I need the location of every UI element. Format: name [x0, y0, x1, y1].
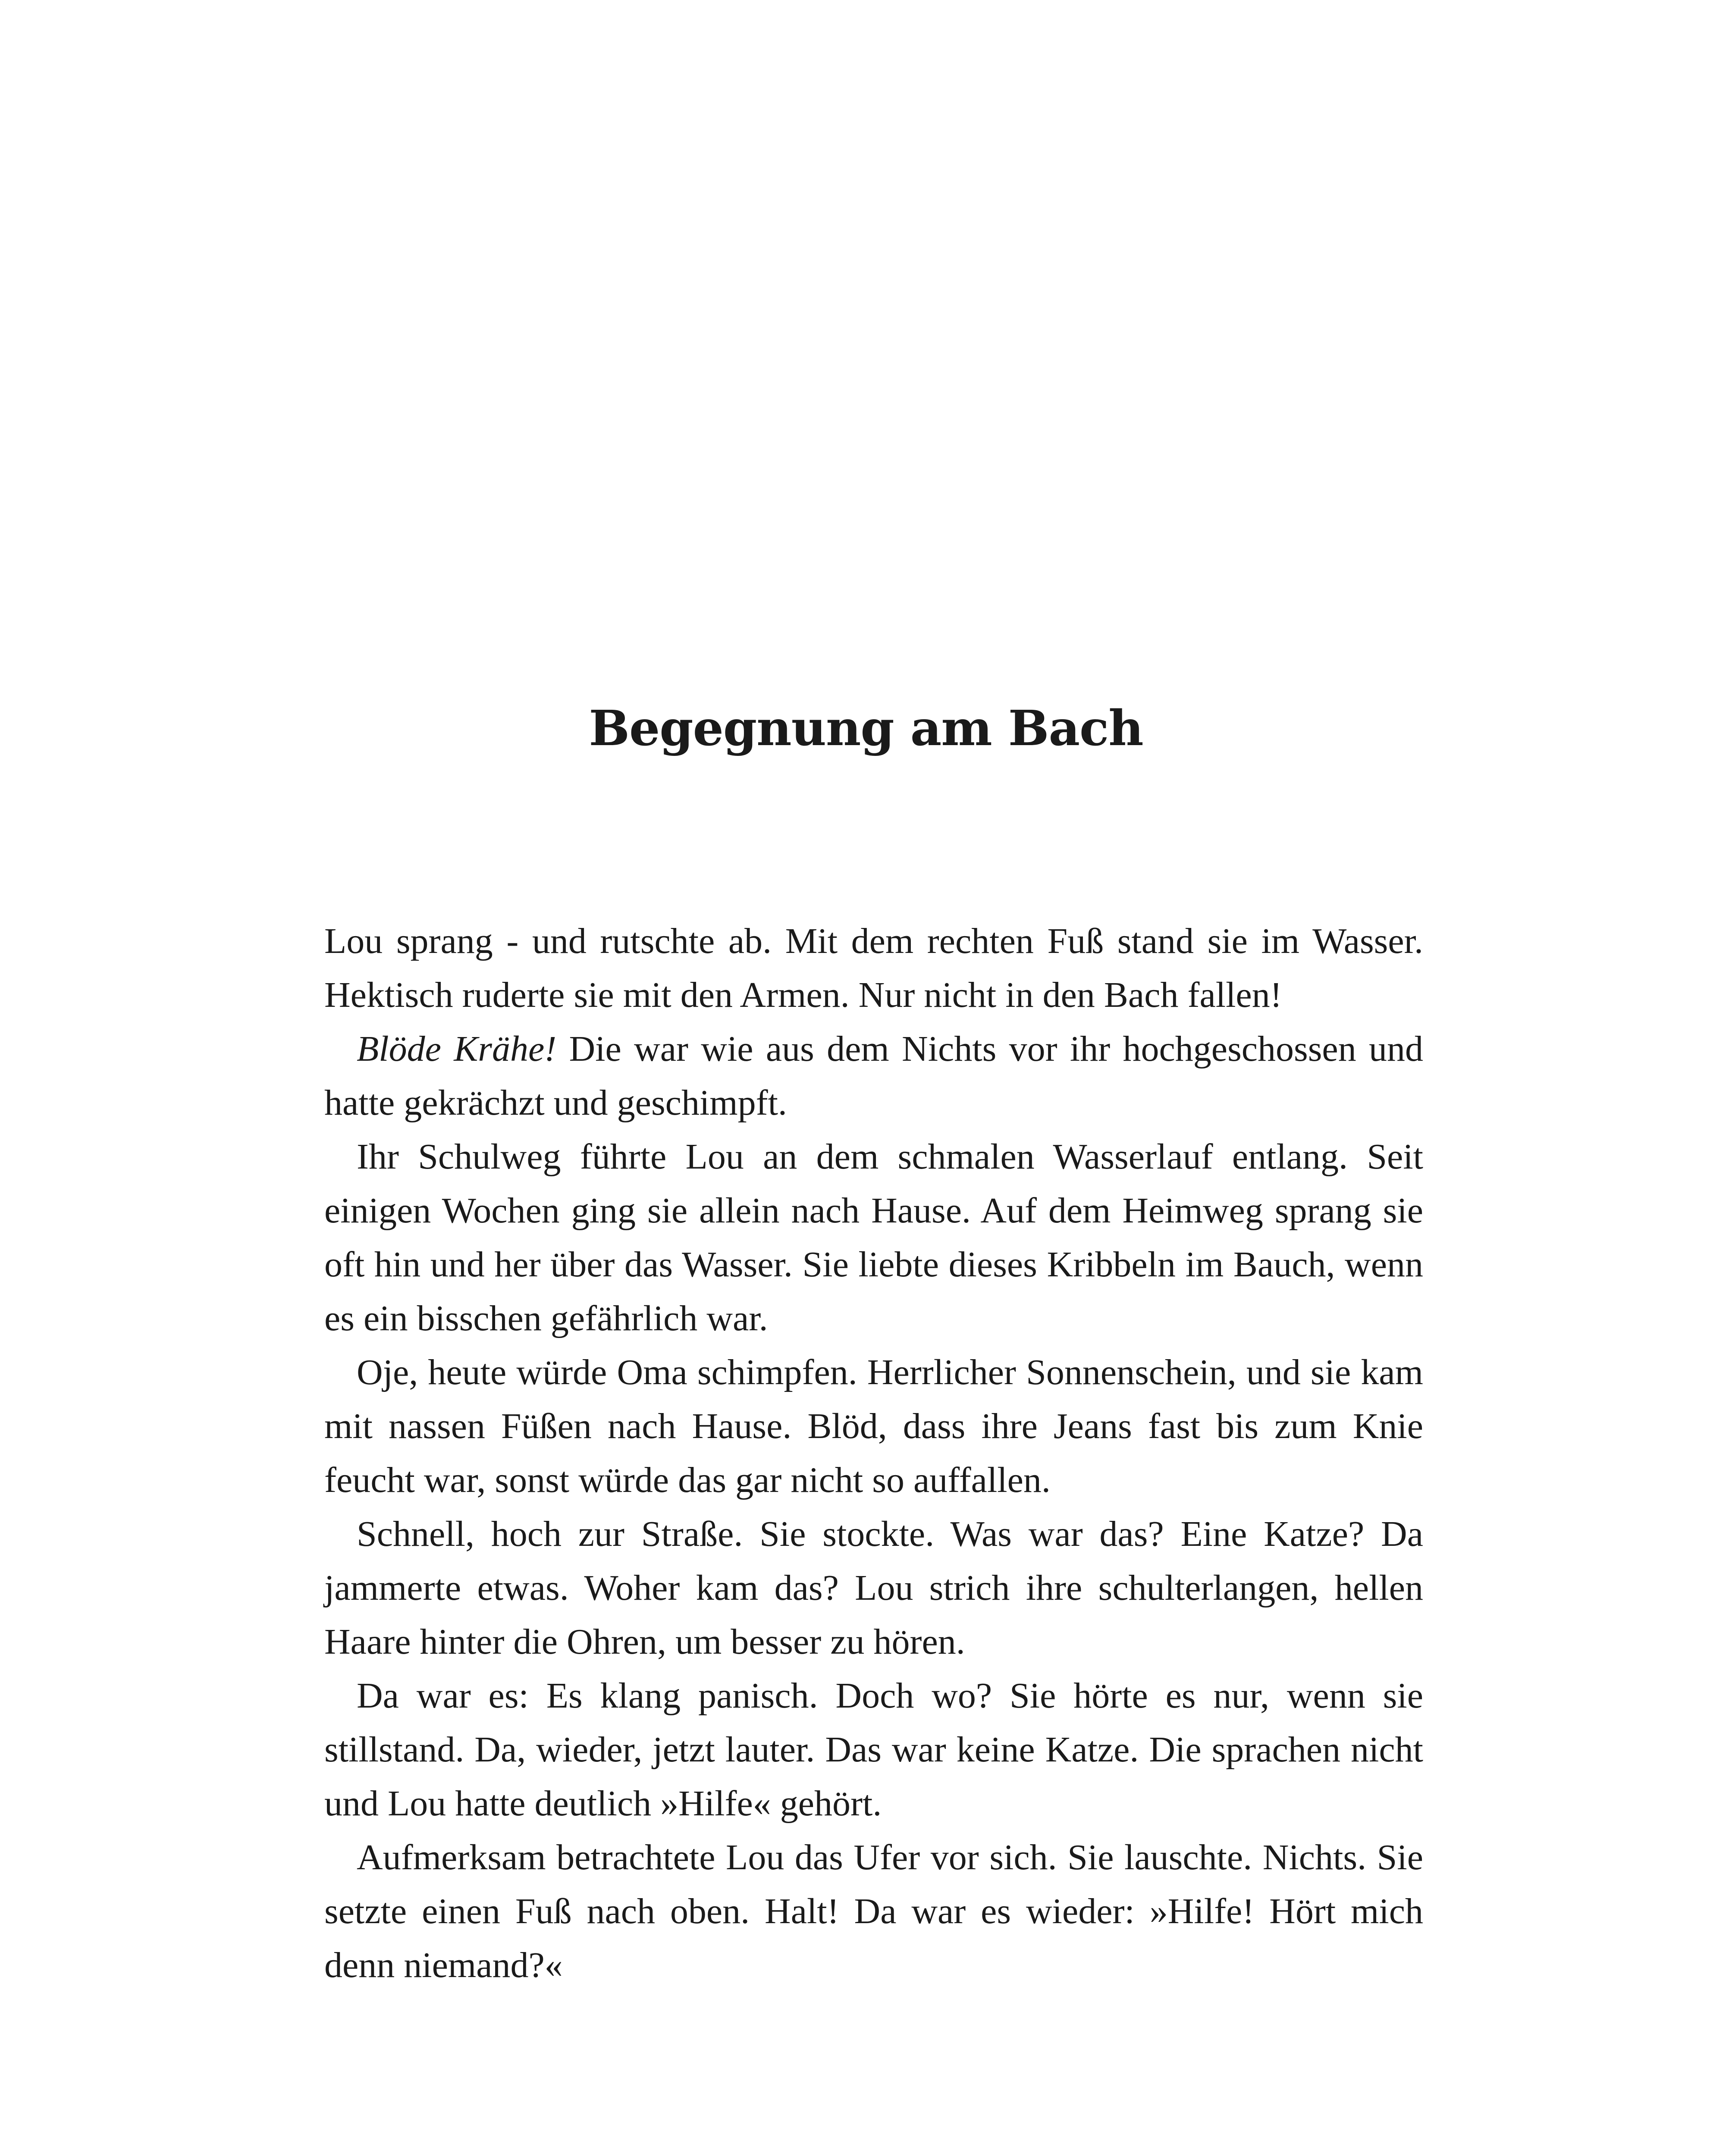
paragraph-text: Da war es: Es klang panisch. Doch wo? Sie hörte es nur, wenn sie stillstand. Da, wieder, jetzt lauter. Das war keine Katze. Die sprachen nicht und Lou hatte deutlich »Hilfe« gehört. — [324, 1676, 1423, 1824]
paragraph-text: Oje, heute würde Oma schimpfen. Herrlicher Sonnenschein, und sie kam mit nassen Füßen nach Hause. Blöd, dass ihre Jeans fast bis zum Knie feucht war, sonst würde das gar nicht so auffallen. — [324, 1352, 1423, 1500]
paragraph-7 — [324, 1830, 1423, 1992]
paragraph-text: Schnell, hoch zur Straße. Sie stockte. Was war das? Eine Katze? Da jammerte etwas. Woher kam das? Lou strich ihre schulterlangen, hellen Haare hinter die Ohren, um besser zu hören. — [324, 1514, 1423, 1662]
paragraph-text: Aufmerksam betrachtete Lou das Ufer vor sich. Sie lauschte. Nichts. Sie setzte einen Fuß nach oben. Halt! Da war es wieder: »Hilfe! Hört mich denn niemand?« — [324, 1837, 1423, 1985]
paragraph-1 — [324, 914, 1423, 1022]
paragraph-italic-lead: Blöde Krähe! — [357, 1029, 557, 1069]
paragraph-2 — [324, 1022, 1423, 1130]
chapter-body — [324, 914, 1423, 1992]
paragraph-5 — [324, 1507, 1423, 1669]
paragraph-text: Lou sprang - und rutschte ab. Mit dem rechten Fuß stand sie im Wasser. Hektisch ruderte sie mit den Armen. Nur nicht in den Bach fallen! — [324, 921, 1423, 1015]
paragraph-text: Ihr Schulweg führte Lou an dem schmalen Wasserlauf entlang. Seit einigen Wochen ging sie allein nach Hause. Auf dem Heimweg sprang sie oft hin und her über das Wasser. Sie liebte dieses Kribbeln im Bauch, wenn es ein bisschen gefährlich war. — [324, 1137, 1423, 1338]
chapter-title: Begegnung am Bach — [589, 700, 1143, 757]
paragraph-text: Die war wie aus dem Nichts vor ihr hochgeschossen und hatte gekrächzt und geschimpft. — [324, 1029, 1424, 1123]
paragraph-3 — [324, 1130, 1423, 1345]
paragraph-6 — [324, 1669, 1423, 1830]
paragraph-4 — [324, 1345, 1423, 1507]
